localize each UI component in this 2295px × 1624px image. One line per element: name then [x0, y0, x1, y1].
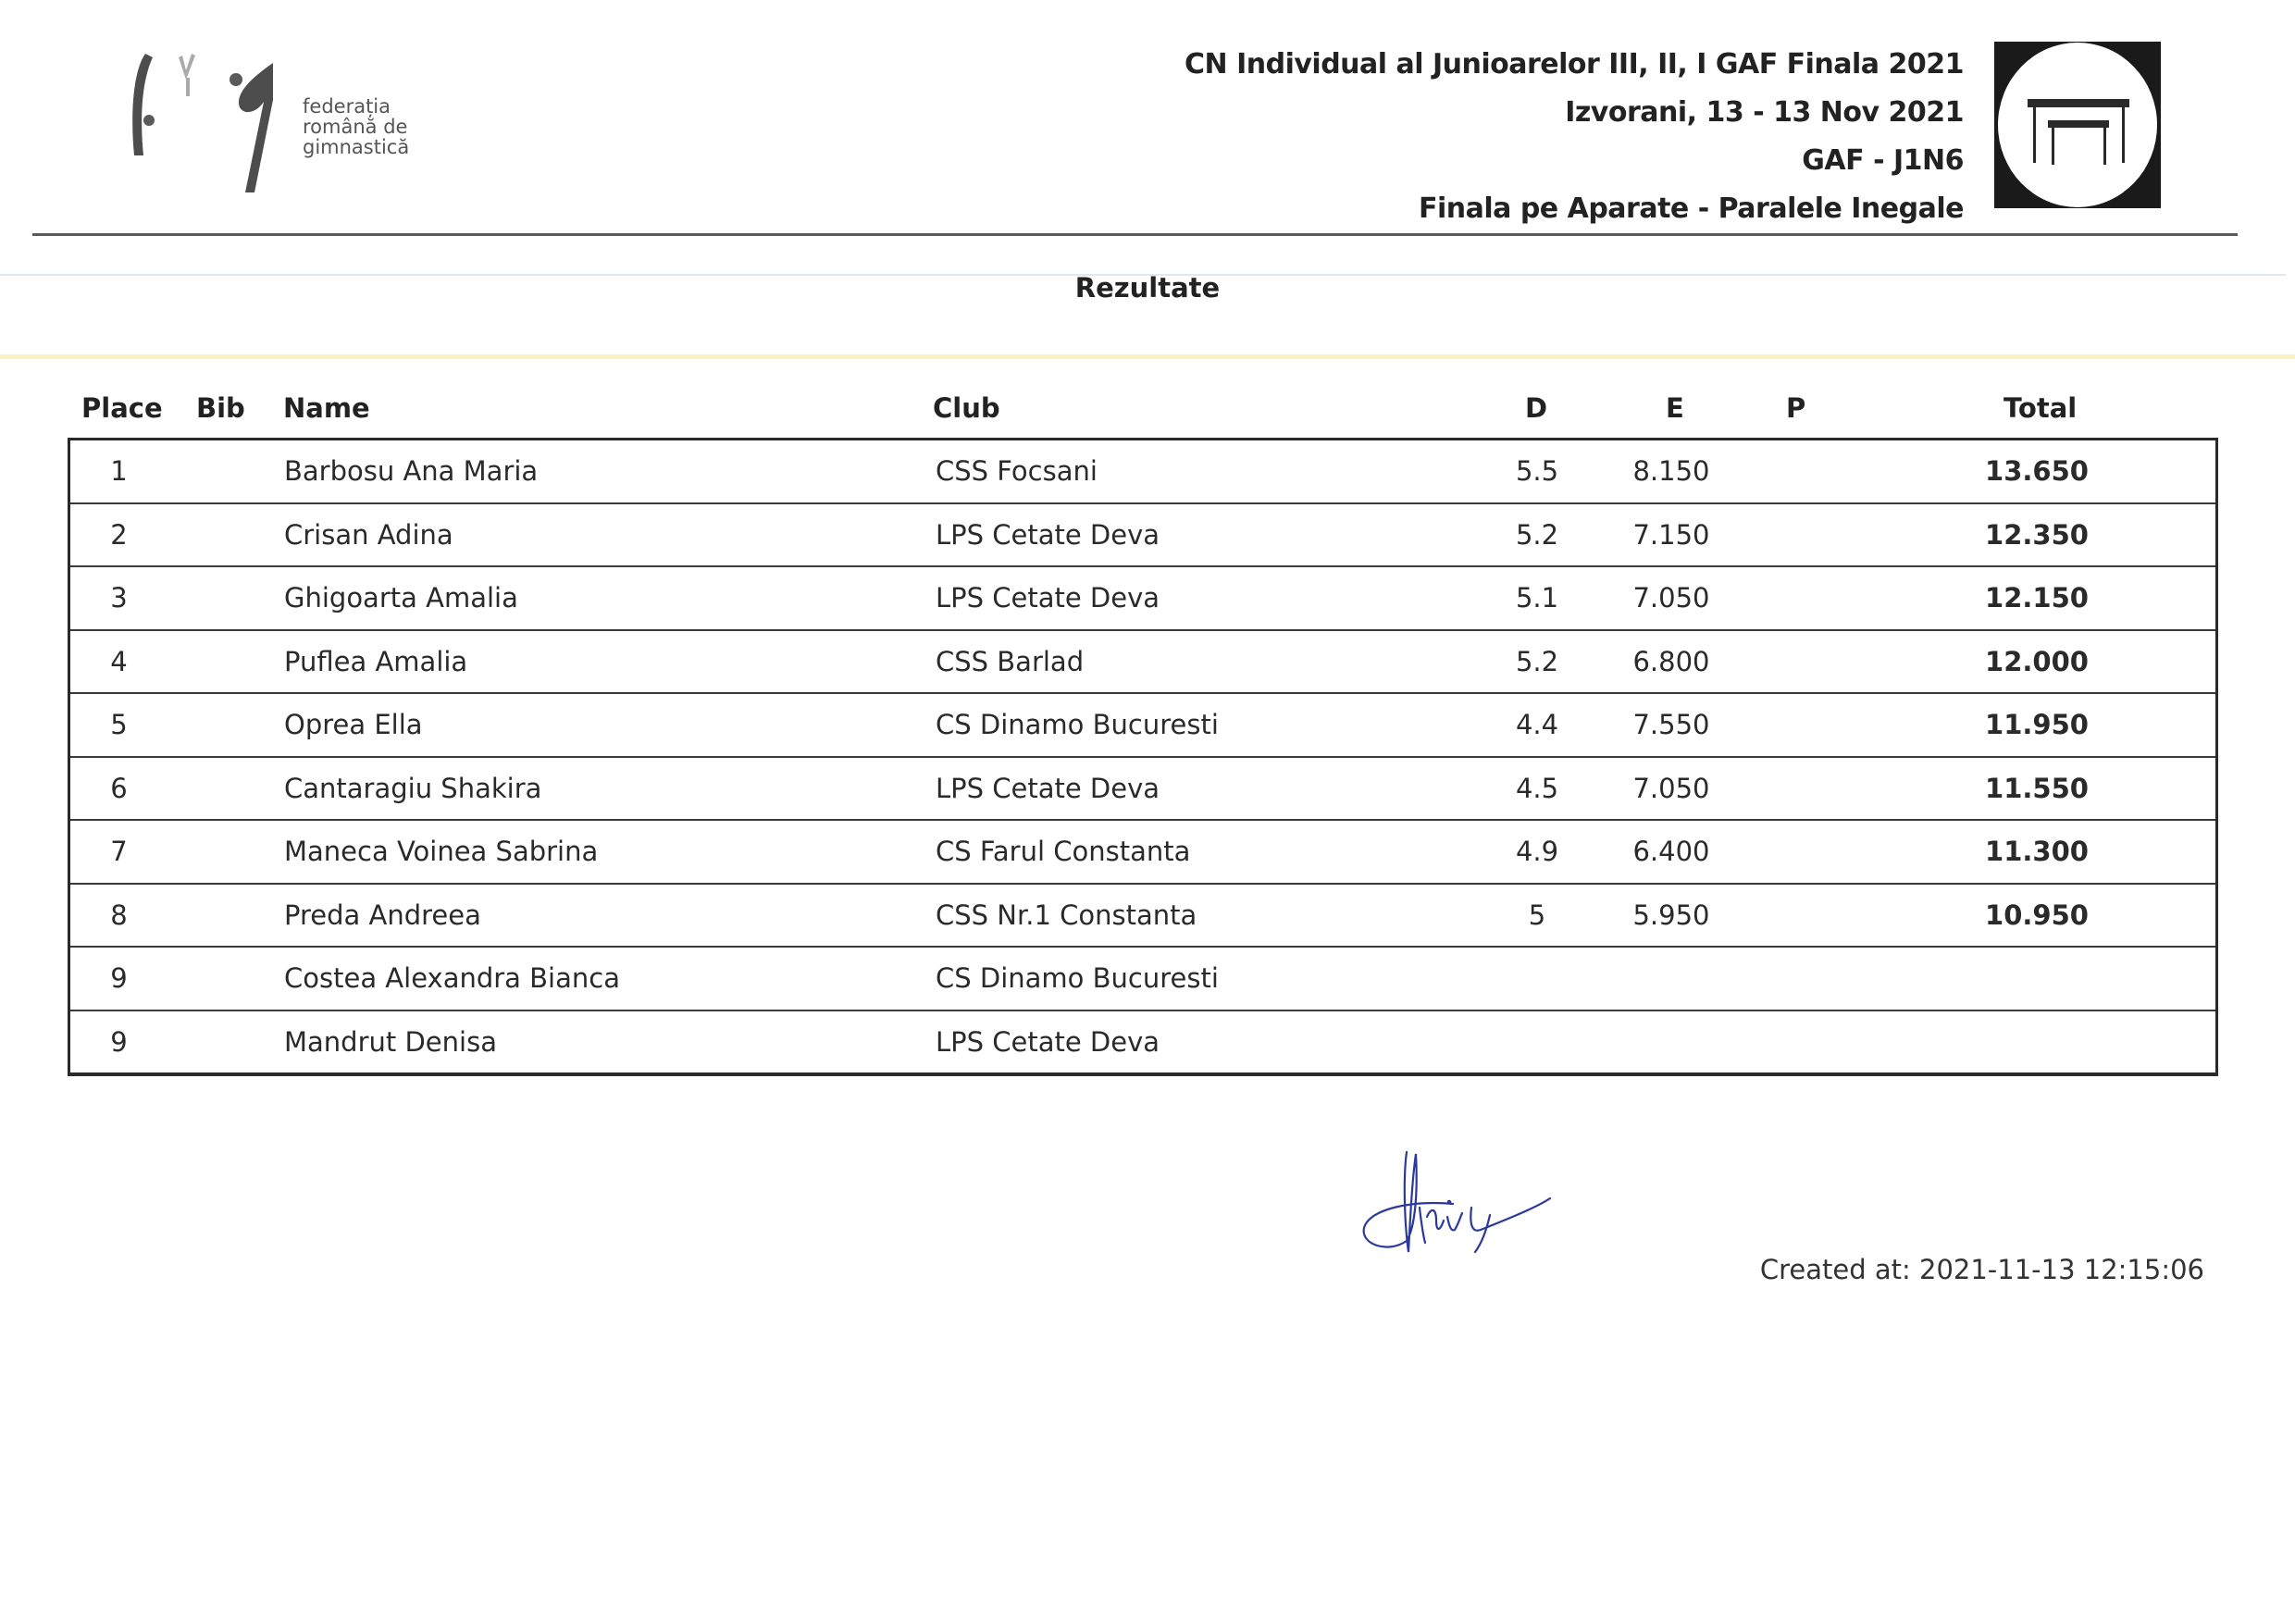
federation-logo [125, 44, 440, 202]
column-header-total: Total [2003, 392, 2078, 424]
highlight-divider [0, 354, 2295, 359]
logo-text-line: gimnastică [303, 136, 410, 158]
column-header-p: P [1786, 392, 1806, 424]
logo-text-line: federația [303, 95, 391, 118]
logo-text-line: română de [303, 116, 408, 138]
place-cell: 3 [110, 582, 128, 614]
d-score-cell: 5.1 [1515, 582, 1559, 614]
total-score-cell: 10.950 [1985, 899, 2089, 931]
table-row [70, 440, 2215, 504]
name-cell: Oprea Ella [284, 709, 423, 741]
place-cell: 7 [110, 836, 128, 868]
location-date: Izvorani, 13 - 13 Nov 2021 [1565, 96, 1964, 129]
table-row [70, 631, 2215, 695]
e-score-cell: 6.800 [1632, 645, 1710, 677]
club-cell: CSS Barlad [936, 645, 1085, 677]
table-row [70, 948, 2215, 1011]
competition-title: CN Individual al Junioarelor III, II, I GAF Finala 2021 [1185, 48, 1964, 81]
e-score-cell: 7.150 [1632, 518, 1710, 551]
club-cell: LPS Cetate Deva [936, 1025, 1160, 1058]
e-score-cell: 6.400 [1632, 836, 1710, 868]
table-row [70, 758, 2215, 822]
total-score-cell: 11.550 [1985, 772, 2089, 804]
table-row [70, 821, 2215, 885]
club-cell: CS Farul Constanta [936, 836, 1191, 868]
table-row [70, 1011, 2215, 1073]
created-at-timestamp: Created at: 2021-11-13 12:15:06 [1759, 1254, 2204, 1285]
d-score-cell: 4.9 [1515, 836, 1559, 868]
total-score-cell: 12.000 [1985, 645, 2089, 677]
e-score-cell: 8.150 [1632, 455, 1710, 488]
results-table [68, 438, 2218, 1076]
column-header-place: Place [81, 392, 163, 424]
place-cell: 4 [110, 645, 128, 677]
club-cell: CS Dinamo Bucuresti [936, 709, 1219, 741]
name-cell: Maneca Voinea Sabrina [284, 836, 599, 868]
place-cell: 8 [110, 899, 128, 931]
place-cell: 6 [110, 772, 128, 804]
name-cell: Mandrut Denisa [284, 1025, 497, 1058]
table-row [70, 694, 2215, 758]
club-cell: CSS Focsani [936, 455, 1098, 488]
club-cell: CS Dinamo Bucuresti [936, 962, 1219, 995]
total-score-cell: 13.650 [1985, 455, 2089, 488]
d-score-cell: 5 [1528, 899, 1546, 931]
d-score-cell: 4.5 [1515, 772, 1559, 804]
column-header-bib: Bib [196, 392, 245, 424]
column-header-name: Name [283, 392, 370, 424]
club-cell: LPS Cetate Deva [936, 518, 1160, 551]
handwritten-signature-icon [1351, 1143, 1606, 1258]
category: GAF - J1N6 [1802, 144, 1964, 177]
name-cell: Cantaragiu Shakira [284, 772, 542, 804]
place-cell: 2 [110, 518, 128, 551]
column-header-e: E [1666, 392, 1684, 424]
table-row [70, 567, 2215, 631]
total-score-cell: 12.150 [1985, 582, 2089, 614]
total-score-cell: 11.950 [1985, 709, 2089, 741]
club-cell: LPS Cetate Deva [936, 772, 1160, 804]
frg-gymnast-logo-icon [125, 44, 301, 202]
section-title: Rezultate [1074, 272, 1221, 304]
d-score-cell: 5.2 [1515, 518, 1559, 551]
table-row [70, 504, 2215, 568]
logo-text [303, 96, 409, 157]
e-score-cell: 5.950 [1632, 899, 1710, 931]
e-score-cell: 7.550 [1632, 709, 1710, 741]
event-name: Finala pe Aparate - Paralele Inegale [1418, 192, 1964, 225]
total-score-cell: 11.300 [1985, 836, 2089, 868]
table-row [70, 885, 2215, 948]
d-score-cell: 5.2 [1515, 645, 1559, 677]
total-score-cell: 12.350 [1985, 518, 2089, 551]
place-cell: 9 [110, 962, 128, 995]
name-cell: Crisan Adina [284, 518, 453, 551]
club-cell: CSS Nr.1 Constanta [936, 899, 1197, 931]
uneven-bars-icon [1994, 42, 2161, 208]
club-cell: LPS Cetate Deva [936, 582, 1160, 614]
e-score-cell: 7.050 [1632, 772, 1710, 804]
column-header-d: D [1525, 392, 1548, 424]
name-cell: Barbosu Ana Maria [284, 455, 539, 488]
place-cell: 9 [110, 1025, 128, 1058]
name-cell: Ghigoarta Amalia [284, 582, 518, 614]
name-cell: Puflea Amalia [284, 645, 468, 677]
name-cell: Preda Andreea [284, 899, 481, 931]
d-score-cell: 5.5 [1515, 455, 1559, 488]
d-score-cell: 4.4 [1515, 709, 1559, 741]
e-score-cell: 7.050 [1632, 582, 1710, 614]
header-divider [32, 233, 2238, 236]
name-cell: Costea Alexandra Bianca [284, 962, 620, 995]
place-cell: 1 [110, 455, 128, 488]
place-cell: 5 [110, 709, 128, 741]
column-header-club: Club [933, 392, 1000, 424]
